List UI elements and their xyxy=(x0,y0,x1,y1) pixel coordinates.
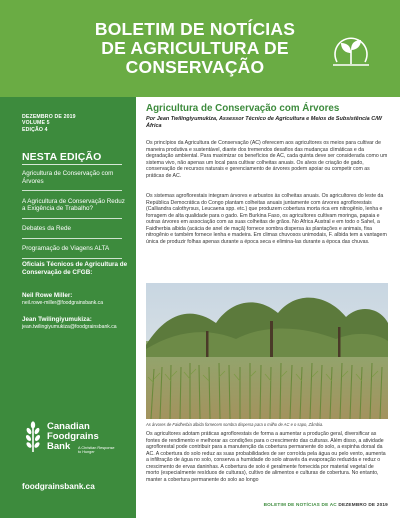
toc-item-conservation-trees[interactable] xyxy=(22,170,127,191)
heading-divider xyxy=(22,164,122,165)
sidebar xyxy=(0,97,136,518)
toc-item-network-debates[interactable] xyxy=(22,225,127,239)
toc-item-alta-trips[interactable] xyxy=(22,245,127,259)
field-photo xyxy=(146,283,388,419)
toc-divider xyxy=(22,238,122,239)
footer-date: DEZEMBRO DE 2019 xyxy=(338,502,388,507)
issue-edition: EDIÇÃO 4 xyxy=(22,126,48,133)
toc-divider xyxy=(22,258,122,259)
logo-tagline xyxy=(78,446,115,455)
logo-line-1: Canadian xyxy=(47,421,90,432)
issue-info xyxy=(22,114,76,133)
in-this-issue-heading: NESTA EDIÇÃO xyxy=(22,151,102,163)
article-paragraph-2: Os sistemas agroflorestais integram árvores e arbustos às colheitas anuais. Os agricultores do leste da República Democrática do Congo plantam colheitas anuais juntamente com árvores agroflorestais (Calliandra calothyrsus, Leucaena spp. etc.) que produzem cobertura morta rica em nitrogênio, lenha e forragem de alta qualidade para o gado. Em Burkina Faso, os agricultores cultivam moringa, papaia e outras árvores em associação com as suas colheitas de grãos. No Africa Austral e em todo o Sahel, a Faidherbia albida (acácia de anel de maçã) fornece sombra dispersa às plantações e animais, fixa nitrogênio e também fornece lenha e madeira. Em climas chuvosos unimodais, F. albida tem a vantagem única de produzir folhas apenas durante a época seca e elimina-las durante a época das chuvas. xyxy=(146,193,387,245)
newsletter-title-line-3: CONSERVAÇÃO xyxy=(125,57,265,77)
article-paragraph-3: Os agricultores adotam práticas agroflorestais de forma a aumentar a produção geral, diversificar as fontes de rendimento e melhorar as condições para o crescimento das culturas. Além disso, a atividade agroflorestal pode contribuir para a manutenção da cobertura permanente do solo, a espinha dorsal da AC. A cobertura do solo reduz as suas probabilidades de ser corroída pela água ou pelo vento, aumenta a infiltração de água no solo, conserva a humidade do solo através da evaporação reduzida e reduz o crescimento de ervas daninhas. A cobertura de solo é geralmente fornecida por material vegetal de morto (especialmente resíduos de culturas), cultivo de alimentos e culturas de cobertura. No entanto, manter a cobertura permanente do solo ao longo xyxy=(146,431,386,483)
toc-item-labor-requirement[interactable] xyxy=(22,198,127,219)
website-link[interactable]: foodgrainsbank.ca xyxy=(22,482,95,491)
photo-caption: As árvores de Faidherbia albida fornecem sombra dispersa para o milho de AC e o sapo, Zâmbia. xyxy=(146,422,324,427)
contact-name: Neil Rowe Miller: xyxy=(22,292,73,299)
issue-date: DEZEMBRO DE 2019 xyxy=(22,114,76,120)
toc-divider xyxy=(22,218,122,219)
newsletter-title-line-2: DE AGRICULTURA DE xyxy=(101,38,289,58)
toc-divider xyxy=(22,190,122,191)
article-title: Agricultura de Conservação com Árvores xyxy=(146,103,340,114)
logo-line-3: Bank xyxy=(47,440,71,452)
article xyxy=(146,97,388,518)
toc-item-label: Debates da Rede xyxy=(22,225,72,233)
article-byline: Por Jean Twilingiyumukiza, Assessor Técnico de Agricultura e Meios de Subsistência C/W África xyxy=(146,116,382,129)
issue-volume: VOLUME 5 xyxy=(22,120,50,127)
contact-jean xyxy=(22,316,132,330)
toc-item-label: Agricultura de Conservação com Árvores xyxy=(22,170,114,185)
officers-heading: Oficiais Técnicos de Agricultura de Conservação de CFGB: xyxy=(22,261,128,276)
logo-tagline-2: to Hunger xyxy=(78,450,95,455)
table-of-contents xyxy=(22,170,127,259)
toc-item-label: A Agricultura de Conservação Reduz a Exigência de Trabalho? xyxy=(22,197,125,213)
newsletter-title-line-1: BOLETIM DE NOTÍCIAS xyxy=(94,19,296,39)
header-banner xyxy=(0,0,400,97)
footer-label: BOLETIM DE NOTÍCIAS DE AC xyxy=(263,502,337,507)
contact-name: Jean Twilingiyumukiza: xyxy=(22,316,92,323)
article-paragraph-1: Os princípios da Agricultura de Conservação (AC) oferecem aos agricultores os meios para cultivar de maneira produtiva e sustentável, diante dos tremendos desafios das mudanças climáticas e da degradação ambiental. Para maximizar os benefícios de AC, cada quinta deve ser considerada como um sistema vivo, não apenas um local para cultivar colheitas anuais. Os alvos de criação de gado, conservação de recursos naturais e gerenciamento de árvores podem apoiar ou competir com as práticas de AC. xyxy=(146,140,388,179)
foodgrains-bank-logo xyxy=(22,419,132,459)
page-footer xyxy=(264,502,388,507)
newsletter-title xyxy=(70,20,320,77)
contact-email-link[interactable]: neil.rowe-miller@foodgrainsbank.ca xyxy=(22,299,104,306)
grain-stalk-icon xyxy=(22,421,44,453)
toc-item-label: Programação de Viagens ALTA xyxy=(22,245,110,253)
contact-email-link[interactable]: jean.twilingiyumukiza@foodgrainsbank.ca xyxy=(22,323,117,330)
logo-line-2: Foodgrains xyxy=(47,430,99,442)
contact-neil xyxy=(22,292,132,306)
seedling-in-circle-icon xyxy=(331,34,371,70)
logo-tagline-1: A Christian Response xyxy=(78,446,115,450)
